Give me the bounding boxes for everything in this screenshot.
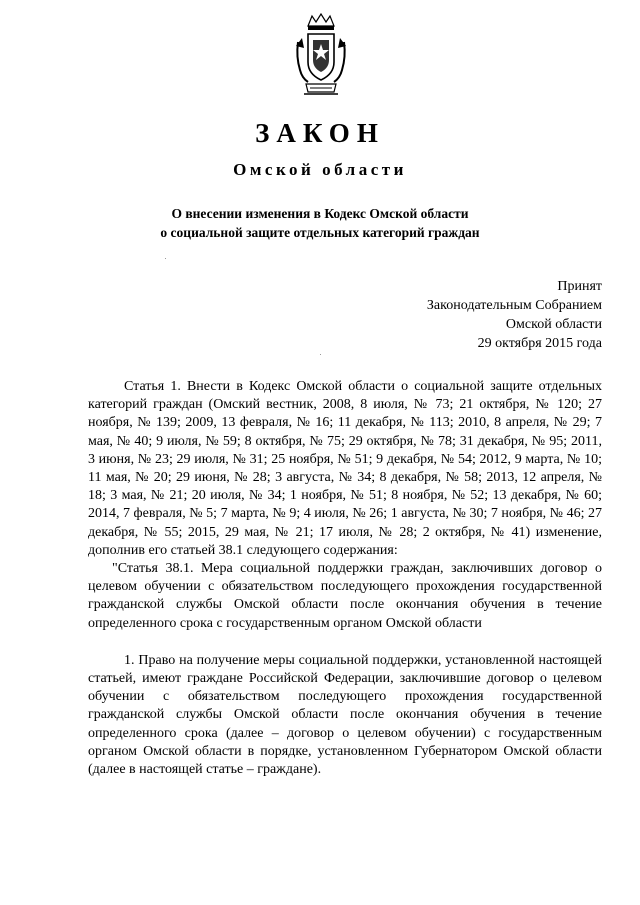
adoption-block <box>427 277 602 353</box>
article-38-1-heading: "Статья 38.1. Мера социальной поддержки граждан, заключивших договор о целевом обучении с обязательством последующего прохождения государственной гражданской службы Омской области после окончания обучения в течение определенного срока с государственным органом Омской области <box>88 561 602 631</box>
law-body <box>88 378 602 779</box>
document-type-title: ЗАКОН <box>255 118 385 148</box>
region-title: Омской области <box>233 160 407 179</box>
subject-line-2: о социальной защите отдельных категорий граждан <box>160 225 480 240</box>
article-1-paragraph: Статья 1. Внести в Кодекс Омской области о социальной защите отдельных категорий граждан (Омский вестник, 2008, 8 июля, № 73; 21 октября, № 120; 27 ноября, № 139; 2009, 13 февраля, № 16; 11 декабря, № 113; 2010, 8 апреля, № 29; 7 мая, № 40; 9 июля, № 59; 8 октября, № 75; 29 октября, № 78; 31 декабря, № 95; 2011, 3 июня, № 23; 29 июля, № 31; 25 ноября, № 51; 9 декабря, № 54; 2012, 9 марта, № 10; 11 мая, № 20; 29 июня, № 28; 3 августа, № 34; 8 декабря, № 58; 2013, 12 апреля, № 18; 3 мая, № 21; 20 июля, № 34; 1 ноября, № 51; 8 ноября, № 52; 13 декабря, № 60; 2014, 7 февраля, № 5; 7 марта, № 9; 4 июля, № 26; 1 августа, № 30; 7 ноября, № 46; 27 декабря, № 55; 2015, 29 мая, № 21; 17 июля, № 28; 2 октября, № 41) изменение, дополнив его статьей 38.1 следующего содержания: <box>88 379 602 558</box>
subject-line-1: О внесении изменения в Кодекс Омской области <box>171 206 469 221</box>
adopted-label: Принят <box>557 279 602 294</box>
coat-of-arms-icon <box>294 12 348 98</box>
adopted-by: Законодательным Собранием <box>426 298 602 313</box>
article-38-1-point-1: 1. Право на получение меры социальной поддержки, установленной настоящей статьей, имеют граждане Российской Федерации, заключившие договор о целевом обучении с обязательством последующего прохождения государственной гражданской службы Омской области после окончания обучения в течение определенного срока (далее – договор о целевом обучении) с государственным органом Омской области в порядке, установленном Губернатором Омской области (далее в настоящей статье – граждане). <box>88 652 602 778</box>
adoption-date: 29 октября 2015 года <box>477 336 602 351</box>
adopted-by-region: Омской области <box>505 317 602 332</box>
law-subject <box>0 204 640 242</box>
